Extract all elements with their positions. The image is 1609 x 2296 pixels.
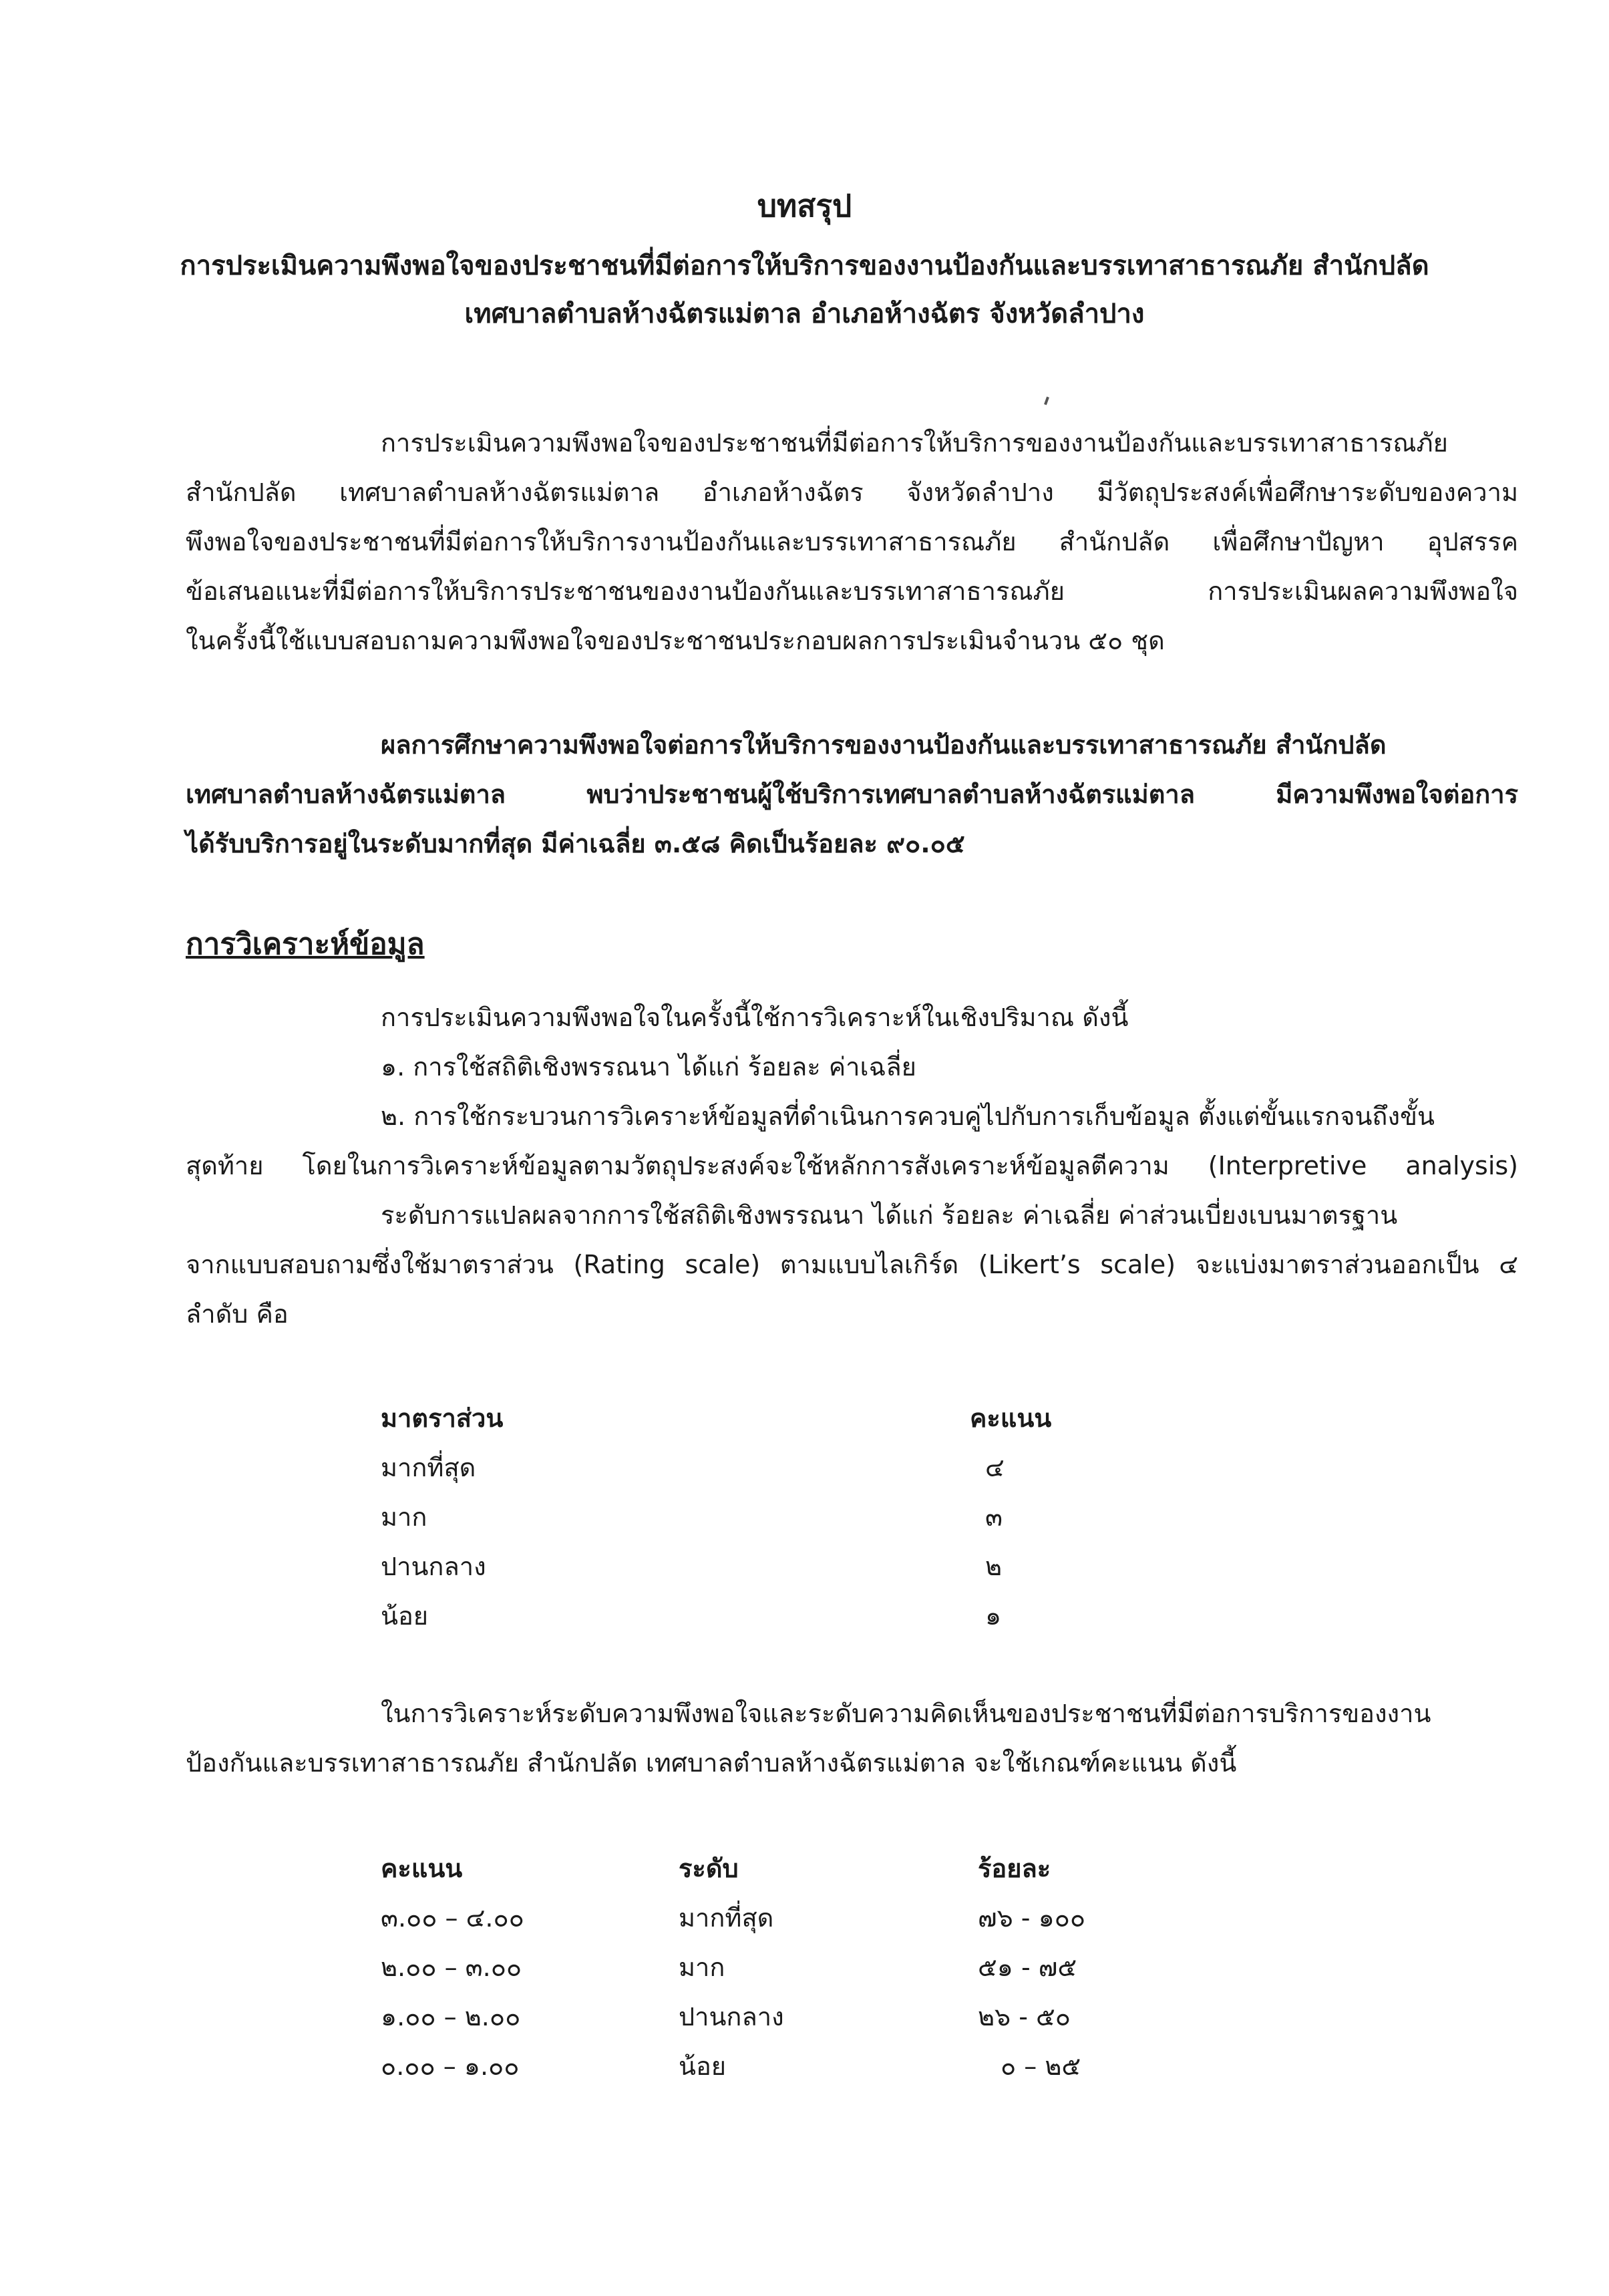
scale-table-row-4-label: น้อย	[381, 1601, 429, 1631]
scale-table-row-1-score: ๔	[985, 1453, 1005, 1482]
result-line-1: ผลการศึกษาความพึงพอใจต่อการให้บริการของงานป้องกันและบรรเทาสาธารณภัย สำนักปลัด	[381, 730, 1387, 760]
intro-line-5: ในครั้งนี้ใช้แบบสอบถามความพึงพอใจของประชาชนประกอบผลการประเมินจำนวน ๕๐ ชุด	[186, 626, 1165, 655]
stray-mark	[1044, 397, 1049, 405]
scale-table-row-2-label: มาก	[381, 1502, 427, 1532]
scale-table-row-2-score: ๓	[985, 1502, 1003, 1532]
analysis-line-3: ๒. การใช้กระบวนการวิเคราะห์ข้อมูลที่ดำเนินการควบคู่ไปกับการเก็บข้อมูล ตั้งแต่ขั้นแรกจนถึงขั้น	[381, 1102, 1435, 1131]
result-line-3: ได้รับบริการอยู่ในระดับมากที่สุด มีค่าเฉลี่ย ๓.๕๘ คิดเป็นร้อยละ ๙๐.๐๕	[186, 829, 965, 858]
analysis-line-4: สุดท้าย โดยในการวิเคราะห์ข้อมูลตามวัตถุประสงค์จะใช้หลักการสังเคราะห์ข้อมูลตีความ (Interpretive analysis)	[186, 1151, 1518, 1180]
criteria-table-row-3-percent: ๒๖ - ๕๐	[978, 2002, 1071, 2031]
criteria-table-row-3-score: ๑.๐๐ – ๒.๐๐	[381, 2002, 521, 2031]
intro-line-1: การประเมินความพึงพอใจของประชาชนที่มีต่อการให้บริการของงานป้องกันและบรรเทาสาธารณภัย	[381, 428, 1448, 458]
criteria-table-row-1-score: ๓.๐๐ – ๔.๐๐	[381, 1903, 524, 1933]
criteria-line-1: ในการวิเคราะห์ระดับความพึงพอใจและระดับความคิดเห็นของประชาชนที่มีต่อการบริการของงาน	[381, 1699, 1431, 1728]
criteria-table-row-1-percent: ๗๖ - ๑๐๐	[978, 1903, 1086, 1933]
criteria-table-row-2-score: ๒.๐๐ – ๓.๐๐	[381, 1953, 522, 1982]
scale-table-header-scale: มาตราส่วน	[381, 1404, 504, 1433]
criteria-table-row-4-percent: ๐ – ๒๕	[1001, 2052, 1081, 2081]
intro-line-4: ข้อเสนอแนะที่มีต่อการให้บริการประชาชนของงานป้องกันและบรรเทาสาธารณภัย การประเมินผลความพึงพอใจ	[186, 577, 1518, 606]
criteria-table-row-4-level: น้อย	[679, 2052, 727, 2081]
criteria-table-header-level: ระดับ	[679, 1854, 739, 1883]
scale-table-row-4-score: ๑	[985, 1601, 1002, 1631]
scale-table-row-3-score: ๒	[985, 1552, 1003, 1581]
document-title: บทสรุป	[757, 188, 852, 224]
analysis-line-7: ลำดับ คือ	[186, 1299, 289, 1329]
scale-table-header-score: คะแนน	[970, 1404, 1052, 1433]
criteria-line-2: ป้องกันและบรรเทาสาธารณภัย สำนักปลัด เทศบาลตำบลห้างฉัตรแม่ตาล จะใช้เกณฑ์คะแนน ดังนี้	[186, 1748, 1237, 1778]
analysis-line-6: จากแบบสอบถามซึ่งใช้มาตราส่วน (Rating scale) ตามแบบไลเกิร์ด (Likert’s scale) จะแบ่งมาตราส่วนออกเป็น ๔	[186, 1250, 1518, 1279]
criteria-table-header-score: คะแนน	[381, 1854, 463, 1883]
criteria-table-header-percent: ร้อยละ	[978, 1854, 1051, 1883]
criteria-table-row-3-level: ปานกลาง	[679, 2002, 784, 2031]
analysis-line-5: ระดับการแปลผลจากการใช้สถิติเชิงพรรณนา ได้แก่ ร้อยละ ค่าเฉลี่ย ค่าส่วนเบี่ยงเบนมาตรฐาน	[381, 1200, 1398, 1230]
analysis-heading: การวิเคราะห์ข้อมูล	[186, 927, 425, 961]
analysis-line-2: ๑. การใช้สถิติเชิงพรรณนา ได้แก่ ร้อยละ ค่าเฉลี่ย	[381, 1052, 916, 1082]
criteria-table-row-1-level: มากที่สุด	[679, 1903, 774, 1933]
intro-line-2: สำนักปลัด เทศบาลตำบลห้างฉัตรแม่ตาล อำเภอห้างฉัตร จังหวัดลำปาง มีวัตถุประสงค์เพื่อศึกษาระดับของความ	[186, 478, 1518, 507]
analysis-line-1: การประเมินความพึงพอใจในครั้งนี้ใช้การวิเคราะห์ในเชิงปริมาณ ดังนี้	[381, 1003, 1129, 1032]
document-subtitle-line-1: การประเมินความพึงพอใจของประชาชนที่มีต่อการให้บริการของงานป้องกันและบรรเทาสาธารณภัย สำนักปลัด	[180, 251, 1429, 281]
scale-table-row-3-label: ปานกลาง	[381, 1552, 486, 1581]
criteria-table-row-4-score: ๐.๐๐ – ๑.๐๐	[381, 2052, 520, 2081]
document-subtitle-line-2: เทศบาลตำบลห้างฉัตรแม่ตาล อำเภอห้างฉัตร จังหวัดลำปาง	[464, 299, 1145, 329]
criteria-table-row-2-level: มาก	[679, 1953, 725, 1982]
criteria-table-row-2-percent: ๕๑ - ๗๕	[978, 1953, 1077, 1982]
intro-line-3: พึงพอใจของประชาชนที่มีต่อการให้บริการงานป้องกันและบรรเทาสาธารณภัย สำนักปลัด เพื่อศึกษาปัญหา อุปสรรค	[186, 527, 1518, 556]
scale-table-row-1-label: มากที่สุด	[381, 1453, 476, 1482]
result-line-2: เทศบาลตำบลห้างฉัตรแม่ตาล พบว่าประชาชนผู้ใช้บริการเทศบาลตำบลห้างฉัตรแม่ตาล มีความพึงพอใจต่อการ	[186, 780, 1518, 809]
